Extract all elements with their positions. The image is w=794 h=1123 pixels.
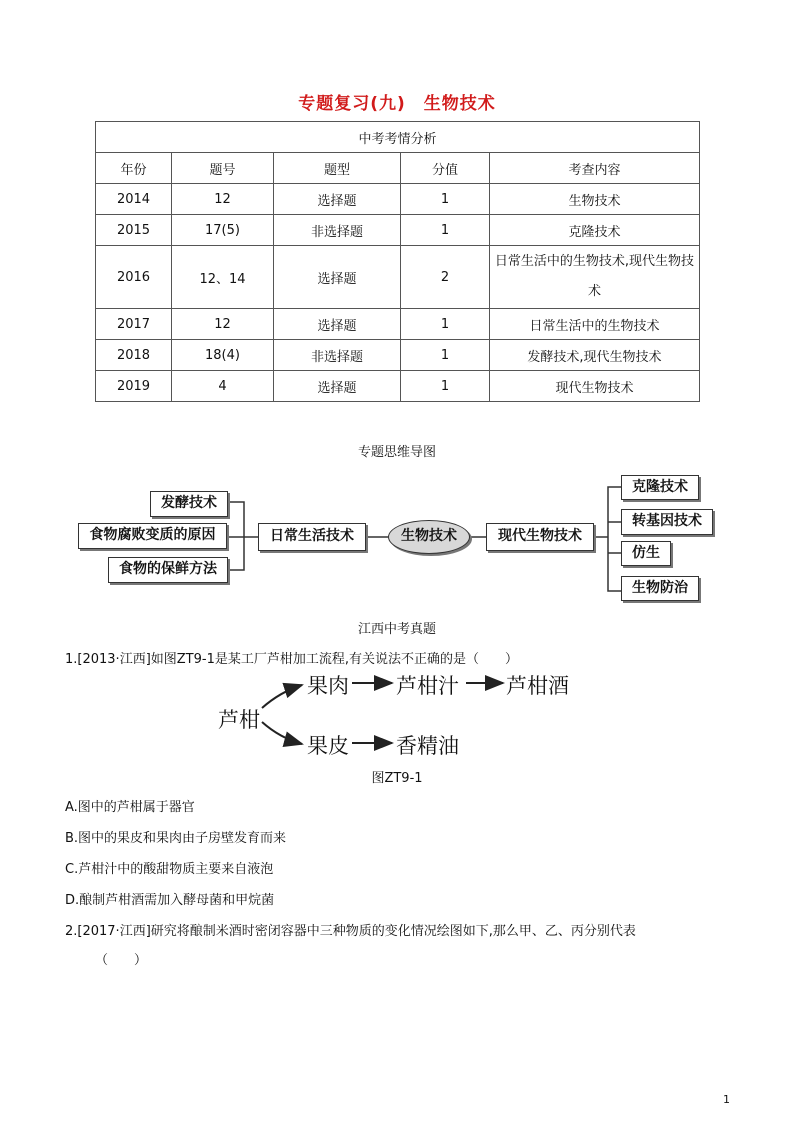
cell-question-no: 12、14: [172, 246, 274, 309]
option-c: C.芦柑汁中的酸甜物质主要来自液泡: [65, 862, 274, 877]
flow-wine: 芦柑酒: [506, 674, 569, 698]
question-2-stem: 2.[2017·江西]研究将酿制米酒时密闭容器中三种物质的变化情况绘图如下,那么甲、乙、丙分别代表: [65, 924, 636, 939]
table-header-row: [96, 153, 700, 184]
cell-score: 1: [401, 371, 490, 402]
cell-question-type: 选择题: [274, 309, 401, 340]
header-year: 年份: [96, 153, 172, 184]
cell-question-type: 选择题: [274, 246, 401, 309]
cell-content: 生物技术: [490, 184, 700, 215]
cell-question-no: 17(5): [172, 215, 274, 246]
mindmap-leaf-fermentation: 发酵技术: [150, 491, 228, 517]
exam-analysis-table: [95, 121, 700, 402]
cell-question-type: 选择题: [274, 184, 401, 215]
cell-score: 1: [401, 340, 490, 371]
header-question-no: 题号: [172, 153, 274, 184]
mindmap-center-node: 生物技术: [388, 520, 470, 554]
cell-year: 2018: [96, 340, 172, 371]
cell-question-no: 12: [172, 184, 274, 215]
cell-question-type: 选择题: [274, 371, 401, 402]
flow-juice: 芦柑汁: [396, 674, 459, 698]
question-1-stem: 1.[2013·江西]如图ZT9-1是某工厂芦柑加工流程,有关说法不正确的是（ ）: [65, 652, 518, 667]
option-a: A.图中的芦柑属于器官: [65, 800, 195, 815]
cell-score: 2: [401, 246, 490, 309]
cell-score: 1: [401, 309, 490, 340]
cell-year: 2017: [96, 309, 172, 340]
mindmap-leaf-cloning: 克隆技术: [621, 475, 699, 500]
flow-peel: 果皮: [307, 734, 349, 758]
mindmap-branch-daily-tech: 日常生活技术: [258, 523, 366, 551]
page-number: 1: [723, 1093, 730, 1106]
mindmap-leaf-transgenic: 转基因技术: [621, 509, 713, 535]
cell-content: 发酵技术,现代生物技术: [490, 340, 700, 371]
question-2-blank: （ ）: [95, 953, 148, 968]
table-caption-row: [96, 122, 700, 153]
header-question-type: 题型: [274, 153, 401, 184]
figure-caption: 图ZT9-1: [371, 771, 423, 786]
mindmap-leaf-bionics: 仿生: [621, 541, 671, 566]
cell-question-no: 12: [172, 309, 274, 340]
cell-year: 2014: [96, 184, 172, 215]
mindmap-leaf-food-preservation: 食物的保鲜方法: [108, 557, 228, 583]
flow-pulp: 果肉: [307, 674, 349, 698]
cell-question-no: 4: [172, 371, 274, 402]
cell-score: 1: [401, 215, 490, 246]
page-title: 专题复习(九) 生物技术: [298, 94, 496, 114]
table-caption: 中考考情分析: [96, 122, 700, 153]
table-row: [96, 340, 700, 371]
cell-year: 2015: [96, 215, 172, 246]
table-row: [96, 309, 700, 340]
flow-essential-oil: 香精油: [396, 734, 459, 758]
cell-question-type: 非选择题: [274, 340, 401, 371]
table-row: [96, 246, 700, 309]
cell-question-type: 非选择题: [274, 215, 401, 246]
cell-year: 2019: [96, 371, 172, 402]
cell-content: 现代生物技术: [490, 371, 700, 402]
flow-root: 芦柑: [218, 708, 260, 732]
header-content: 考查内容: [490, 153, 700, 184]
table-row: [96, 215, 700, 246]
cell-content: 日常生活中的生物技术: [490, 309, 700, 340]
processing-flowchart: [210, 670, 590, 760]
mindmap-heading: 专题思维导图: [357, 445, 436, 460]
cell-content: 日常生活中的生物技术,现代生物技术: [490, 246, 700, 309]
cell-question-no: 18(4): [172, 340, 274, 371]
option-b: B.图中的果皮和果肉由子房壁发育而来: [65, 831, 287, 846]
mindmap-leaf-biocontrol: 生物防治: [621, 576, 699, 601]
cell-content: 克隆技术: [490, 215, 700, 246]
mindmap-branch-modern-tech: 现代生物技术: [486, 523, 594, 551]
mindmap-leaf-food-spoilage: 食物腐败变质的原因: [78, 523, 227, 549]
cell-year: 2016: [96, 246, 172, 309]
cell-score: 1: [401, 184, 490, 215]
table-row: [96, 371, 700, 402]
option-d: D.酿制芦柑酒需加入酵母菌和甲烷菌: [65, 893, 275, 908]
table-row: [96, 184, 700, 215]
mind-map: [76, 470, 726, 606]
header-score: 分值: [401, 153, 490, 184]
section-heading: 江西中考真题: [357, 622, 436, 637]
